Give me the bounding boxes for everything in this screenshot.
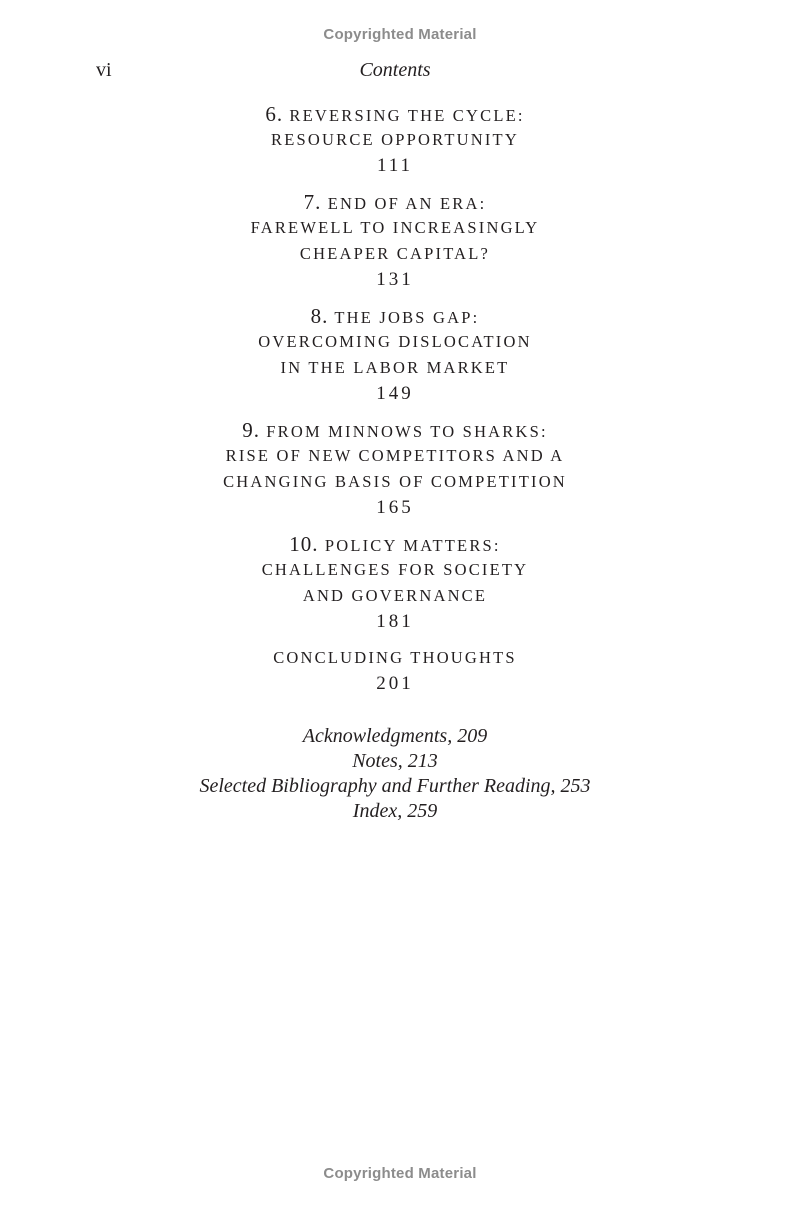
toc-entry-title-line — [0, 189, 790, 215]
toc-entry-title-text: THE JOBS GAP: — [334, 308, 480, 327]
toc-entry-number: 10. — [289, 532, 319, 556]
toc-entry-concluding — [0, 645, 790, 697]
page-folio: vi — [96, 59, 112, 81]
toc-entry-number: 8. — [310, 304, 329, 328]
toc-entry-title-line: RISE OF NEW COMPETITORS AND A — [225, 446, 565, 465]
toc-entry-page: 165 — [376, 497, 414, 518]
toc-entry-title-line: RESOURCE OPPORTUNITY — [271, 130, 519, 149]
toc-entry-page: 111 — [376, 155, 414, 176]
toc-entry-title-line: CHANGING BASIS OF COMPETITION — [223, 472, 567, 491]
toc-entry-title-line: OVERCOMING DISLOCATION — [258, 332, 532, 351]
table-of-contents — [0, 101, 790, 707]
toc-entry-page: 131 — [376, 269, 414, 290]
toc-entry-title-line: CHEAPER CAPITAL? — [299, 244, 491, 263]
toc-entry-title-line — [0, 417, 790, 443]
toc-entry-title-text: FROM MINNOWS TO SHARKS: — [266, 422, 548, 441]
toc-entry-title-line: AND GOVERNANCE — [302, 586, 488, 605]
backmatter-notes: Notes, 213 — [352, 750, 438, 772]
running-head: Contents — [359, 59, 431, 81]
copyright-watermark-bottom: Copyrighted Material — [323, 1165, 477, 1182]
toc-entry-title-line — [0, 101, 790, 127]
backmatter-bibliography: Selected Bibliography and Further Reading, 253 — [199, 775, 591, 797]
backmatter-acknowledgments: Acknowledgments, 209 — [302, 725, 488, 747]
toc-entry-title-text: END OF AN ERA: — [327, 194, 487, 213]
backmatter-list — [0, 724, 790, 824]
toc-entry-page: 201 — [376, 673, 414, 694]
toc-entry-number: 6. — [265, 102, 284, 126]
toc-entry-7 — [0, 189, 790, 293]
toc-entry-title-line: FAREWELL TO INCREASINGLY — [250, 218, 540, 237]
toc-entry-title-text: REVERSING THE CYCLE: — [289, 106, 525, 125]
toc-entry-title-line — [0, 303, 790, 329]
toc-entry-title-line — [0, 531, 790, 557]
toc-entry-page: 149 — [376, 383, 414, 404]
toc-entry-page: 181 — [376, 611, 414, 632]
toc-entry-8 — [0, 303, 790, 407]
toc-entry-9 — [0, 417, 790, 521]
toc-entry-number: 9. — [242, 418, 260, 442]
toc-entry-title-text: POLICY MATTERS: — [324, 536, 501, 555]
toc-entry-6 — [0, 101, 790, 179]
toc-entry-10 — [0, 531, 790, 635]
toc-entry-number: 7. — [303, 190, 322, 214]
toc-entry-title-line: CHALLENGES FOR SOCIETY — [261, 560, 529, 579]
copyright-watermark-top: Copyrighted Material — [323, 26, 477, 43]
toc-entry-title-line: IN THE LABOR MARKET — [280, 358, 510, 377]
toc-entry-title-line: CONCLUDING THOUGHTS — [273, 648, 517, 667]
backmatter-index: Index, 259 — [352, 800, 438, 822]
